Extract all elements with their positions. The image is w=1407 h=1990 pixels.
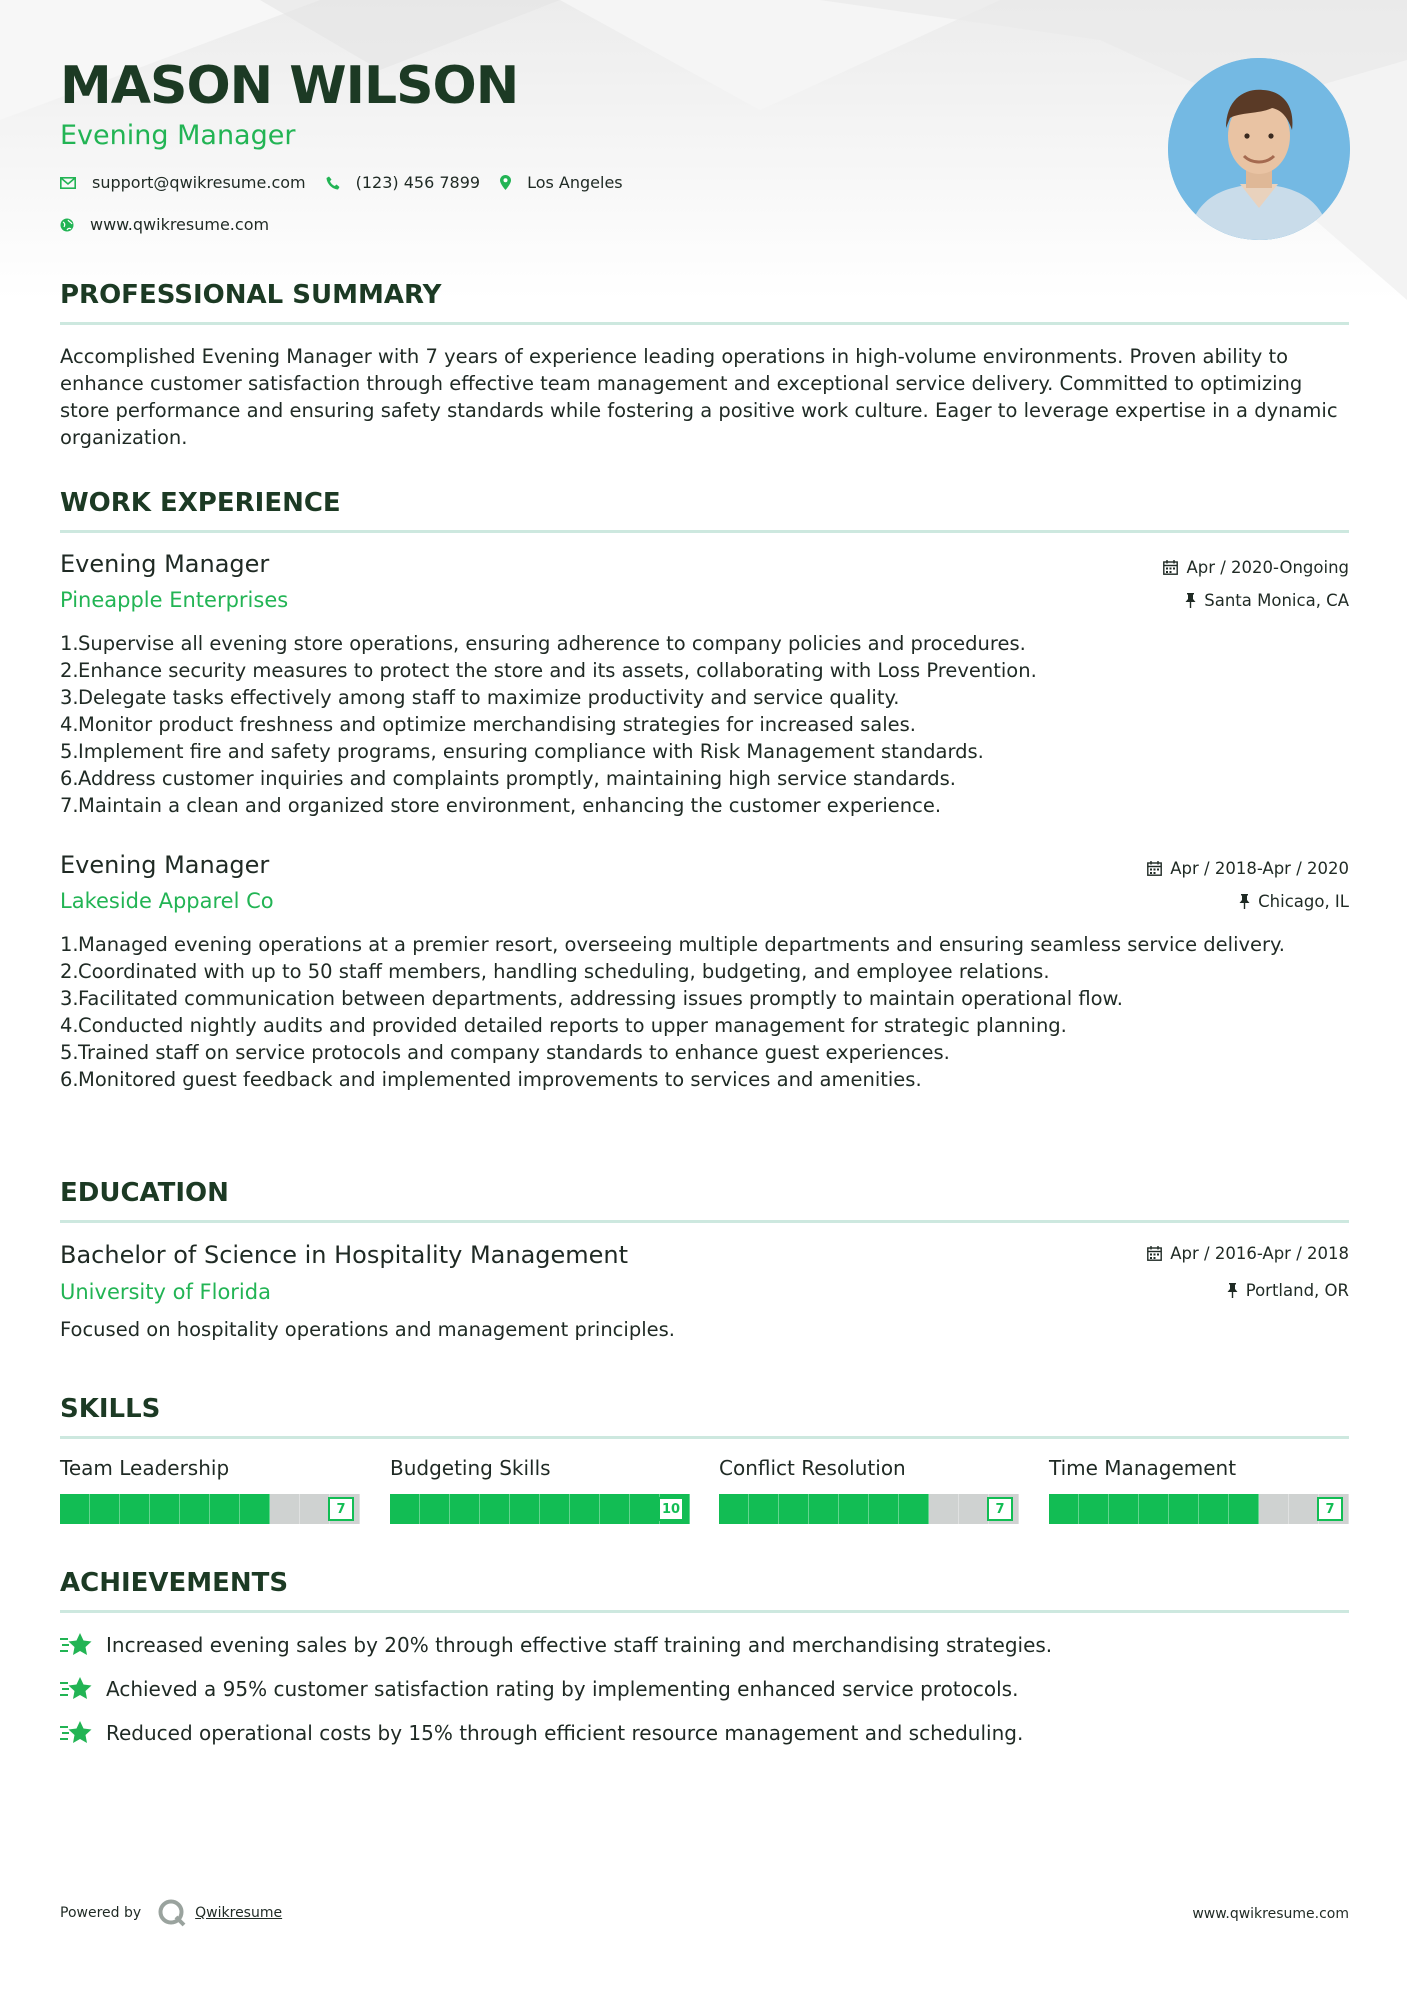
job-location (1239, 892, 1349, 911)
contact-row-web (60, 215, 289, 234)
skill-bar-segment (1229, 1494, 1259, 1524)
skill-name: Time Management (1049, 1456, 1237, 1480)
skill-item (719, 1456, 1019, 1524)
skill-bar-segment (1109, 1494, 1139, 1524)
skill-item (1049, 1456, 1349, 1524)
job-title: Evening Manager (60, 851, 270, 879)
contact-phone[interactable] (326, 173, 480, 192)
section-divider (60, 1436, 1349, 1439)
skills-heading: SKILLS (60, 1394, 161, 1424)
skill-bar-segment (240, 1494, 270, 1524)
star-achievement-icon (60, 1632, 92, 1658)
summary-text: Accomplished Evening Manager with 7 years of experience leading operations in high-volume environments. Proven ability to enhance customer satisfaction through effective team management and exceptional service delivery. Committed to optimizing store performance and ensuring safety standards while fostering a positive work culture. Eager to leverage expertise in a dynamic organization. (60, 345, 1338, 449)
email-text: support@qwikresume.com (92, 173, 306, 192)
skill-bar-segment (390, 1494, 420, 1524)
skill-bar-segment (1169, 1494, 1199, 1524)
job-location (1185, 591, 1349, 610)
envelope-icon (60, 177, 76, 189)
resume-page (60, 0, 1349, 1990)
calendar-icon (1163, 560, 1178, 575)
section-divider (60, 322, 1349, 325)
location-text: Los Angeles (527, 173, 623, 192)
star-achievement-icon (60, 1720, 92, 1746)
star-achievement-icon (60, 1676, 92, 1702)
skill-bar-segment (480, 1494, 510, 1524)
skill-bar (1049, 1494, 1349, 1524)
section-divider (60, 1220, 1349, 1223)
skill-bar-segment (809, 1494, 839, 1524)
skill-bar (719, 1494, 1019, 1524)
skill-score: 7 (1317, 1497, 1343, 1521)
calendar-icon (1147, 861, 1162, 876)
skill-bar-segment (210, 1494, 240, 1524)
list-item: 3. Delegate tasks effectively among staff to maximize productivity and service quality. (60, 686, 900, 709)
skill-bar-segment (450, 1494, 480, 1524)
footer-website[interactable]: www.qwikresume.com (1192, 1906, 1349, 1922)
education-dates (1147, 1244, 1349, 1263)
skill-bar-segment (570, 1494, 600, 1524)
skill-name: Team Leadership (60, 1456, 230, 1480)
skill-bar-segment (899, 1494, 929, 1524)
summary-heading: PROFESSIONAL SUMMARY (60, 280, 442, 310)
education-location (1227, 1281, 1349, 1300)
skill-bar-segment (90, 1494, 120, 1524)
job-company: Pineapple Enterprises (60, 588, 289, 612)
list-item: 1. Managed evening operations at a premier resort, overseeing multiple departments and ensuring seamless service delivery. (60, 933, 1286, 956)
skill-bar-segment (540, 1494, 570, 1524)
list-item: 2. Coordinated with up to 50 staff members, handling scheduling, budgeting, and employee relations. (60, 960, 1050, 983)
skill-bar-segment (959, 1494, 989, 1524)
pushpin-icon (1239, 894, 1250, 909)
pushpin-icon (1227, 1283, 1238, 1298)
brand-link[interactable]: Qwikresume (195, 1905, 283, 1921)
profile-photo (1168, 58, 1350, 240)
education-heading: EDUCATION (60, 1178, 229, 1208)
job-dates (1163, 558, 1349, 577)
skill-bar-segment (180, 1494, 210, 1524)
powered-by-text: Powered by (60, 1905, 142, 1921)
job-company: Lakeside Apparel Co (60, 889, 274, 913)
skill-bar-segment (839, 1494, 869, 1524)
achievement-item (60, 1632, 1052, 1658)
job-dates-text: Apr / 2020-Ongoing (1186, 558, 1349, 577)
skill-bar-segment (779, 1494, 809, 1524)
list-item: 6. Monitored guest feedback and implemented improvements to services and amenities. (60, 1068, 922, 1091)
skill-bar-segment (1289, 1494, 1319, 1524)
list-item: 3. Facilitated communication between departments, addressing issues promptly to maintain operational flow. (60, 987, 1123, 1010)
skill-bar-segment (869, 1494, 899, 1524)
list-item: 4. Monitor product freshness and optimize merchandising strategies for increased sales. (60, 713, 916, 736)
list-item: 4. Conducted nightly audits and provided detailed reports to upper management for strategic planning. (60, 1014, 1067, 1037)
skill-bar-segment (60, 1494, 90, 1524)
achievement-item (60, 1676, 1018, 1702)
skill-bar-segment (719, 1494, 749, 1524)
phone-text: (123) 456 7899 (355, 173, 481, 192)
skill-bar-segment (1199, 1494, 1229, 1524)
list-item: 6. Address customer inquiries and complaints promptly, maintaining high service standards. (60, 767, 956, 790)
section-divider (60, 1610, 1349, 1613)
degree-title: Bachelor of Science in Hospitality Management (60, 1241, 629, 1269)
job-location-text: Chicago, IL (1258, 892, 1349, 911)
experience-heading: WORK EXPERIENCE (60, 488, 341, 518)
job-title: Evening Manager (60, 550, 270, 578)
education-location-text: Portland, OR (1245, 1281, 1349, 1300)
pushpin-icon (1185, 593, 1196, 608)
skill-bar-segment (1079, 1494, 1109, 1524)
skill-bar-segment (120, 1494, 150, 1524)
education-dates-text: Apr / 2016-Apr / 2018 (1170, 1244, 1349, 1263)
skill-score: 10 (658, 1497, 684, 1521)
qwikresume-logo-icon (157, 1898, 187, 1928)
website-text: www.qwikresume.com (90, 215, 270, 234)
achievement-item (60, 1720, 1023, 1746)
list-item: 1. Supervise all evening store operations, ensuring adherence to company policies and procedures. (60, 632, 1026, 655)
skill-bar-segment (600, 1494, 630, 1524)
skill-score: 7 (328, 1497, 354, 1521)
list-item: 7. Maintain a clean and organized store environment, enhancing the customer experience. (60, 794, 942, 817)
skill-bar-segment (1259, 1494, 1289, 1524)
calendar-icon (1147, 1246, 1162, 1261)
job-bullets (60, 931, 1349, 1093)
contact-email[interactable] (60, 173, 306, 192)
job-bullets (60, 630, 1349, 819)
contact-row (60, 173, 643, 192)
achievement-text: Achieved a 95% customer satisfaction rating by implementing enhanced service protocols. (106, 1677, 1019, 1701)
skill-score: 7 (987, 1497, 1013, 1521)
education-description: Focused on hospitality operations and management principles. (60, 1318, 675, 1341)
school-name: University of Florida (60, 1280, 271, 1304)
footer-powered-by (60, 1898, 282, 1928)
list-item: 2. Enhance security measures to protect the store and its assets, collaborating with Loss Prevention. (60, 659, 1037, 682)
skill-bar-segment (300, 1494, 330, 1524)
skill-name: Budgeting Skills (390, 1456, 551, 1480)
candidate-name: MASON WILSON (60, 56, 519, 116)
job-dates-text: Apr / 2018-Apr / 2020 (1170, 859, 1349, 878)
skill-bar-segment (1139, 1494, 1169, 1524)
location-pin-icon (500, 175, 511, 190)
section-divider (60, 530, 1349, 533)
list-item: 5. Implement fire and safety programs, ensuring compliance with Risk Management standards. (60, 740, 984, 763)
job-dates (1147, 859, 1349, 878)
phone-icon (326, 176, 340, 190)
skill-bar-segment (270, 1494, 300, 1524)
person-avatar-icon (1168, 58, 1350, 240)
list-item: 5. Trained staff on service protocols and company standards to enhance guest experiences. (60, 1041, 950, 1064)
skill-bar (60, 1494, 360, 1524)
skill-bar-segment (510, 1494, 540, 1524)
skill-bar-segment (420, 1494, 450, 1524)
skill-bar-segment (1049, 1494, 1079, 1524)
skill-bar-segment (630, 1494, 660, 1524)
skill-name: Conflict Resolution (719, 1456, 906, 1480)
contact-website[interactable] (60, 215, 269, 234)
skill-bar-segment (150, 1494, 180, 1524)
contact-location (500, 173, 623, 192)
skill-item (390, 1456, 690, 1524)
skill-bar-segment (749, 1494, 779, 1524)
job-location-text: Santa Monica, CA (1204, 591, 1349, 610)
skill-bar-segment (929, 1494, 959, 1524)
achievement-text: Reduced operational costs by 15% through efficient resource management and scheduling. (106, 1721, 1024, 1745)
globe-icon (60, 218, 74, 232)
achievement-text: Increased evening sales by 20% through effective staff training and merchandising strategies. (106, 1633, 1053, 1657)
achievements-heading: ACHIEVEMENTS (60, 1568, 289, 1598)
skill-bar (390, 1494, 690, 1524)
candidate-role: Evening Manager (60, 120, 296, 151)
skill-item (60, 1456, 360, 1524)
